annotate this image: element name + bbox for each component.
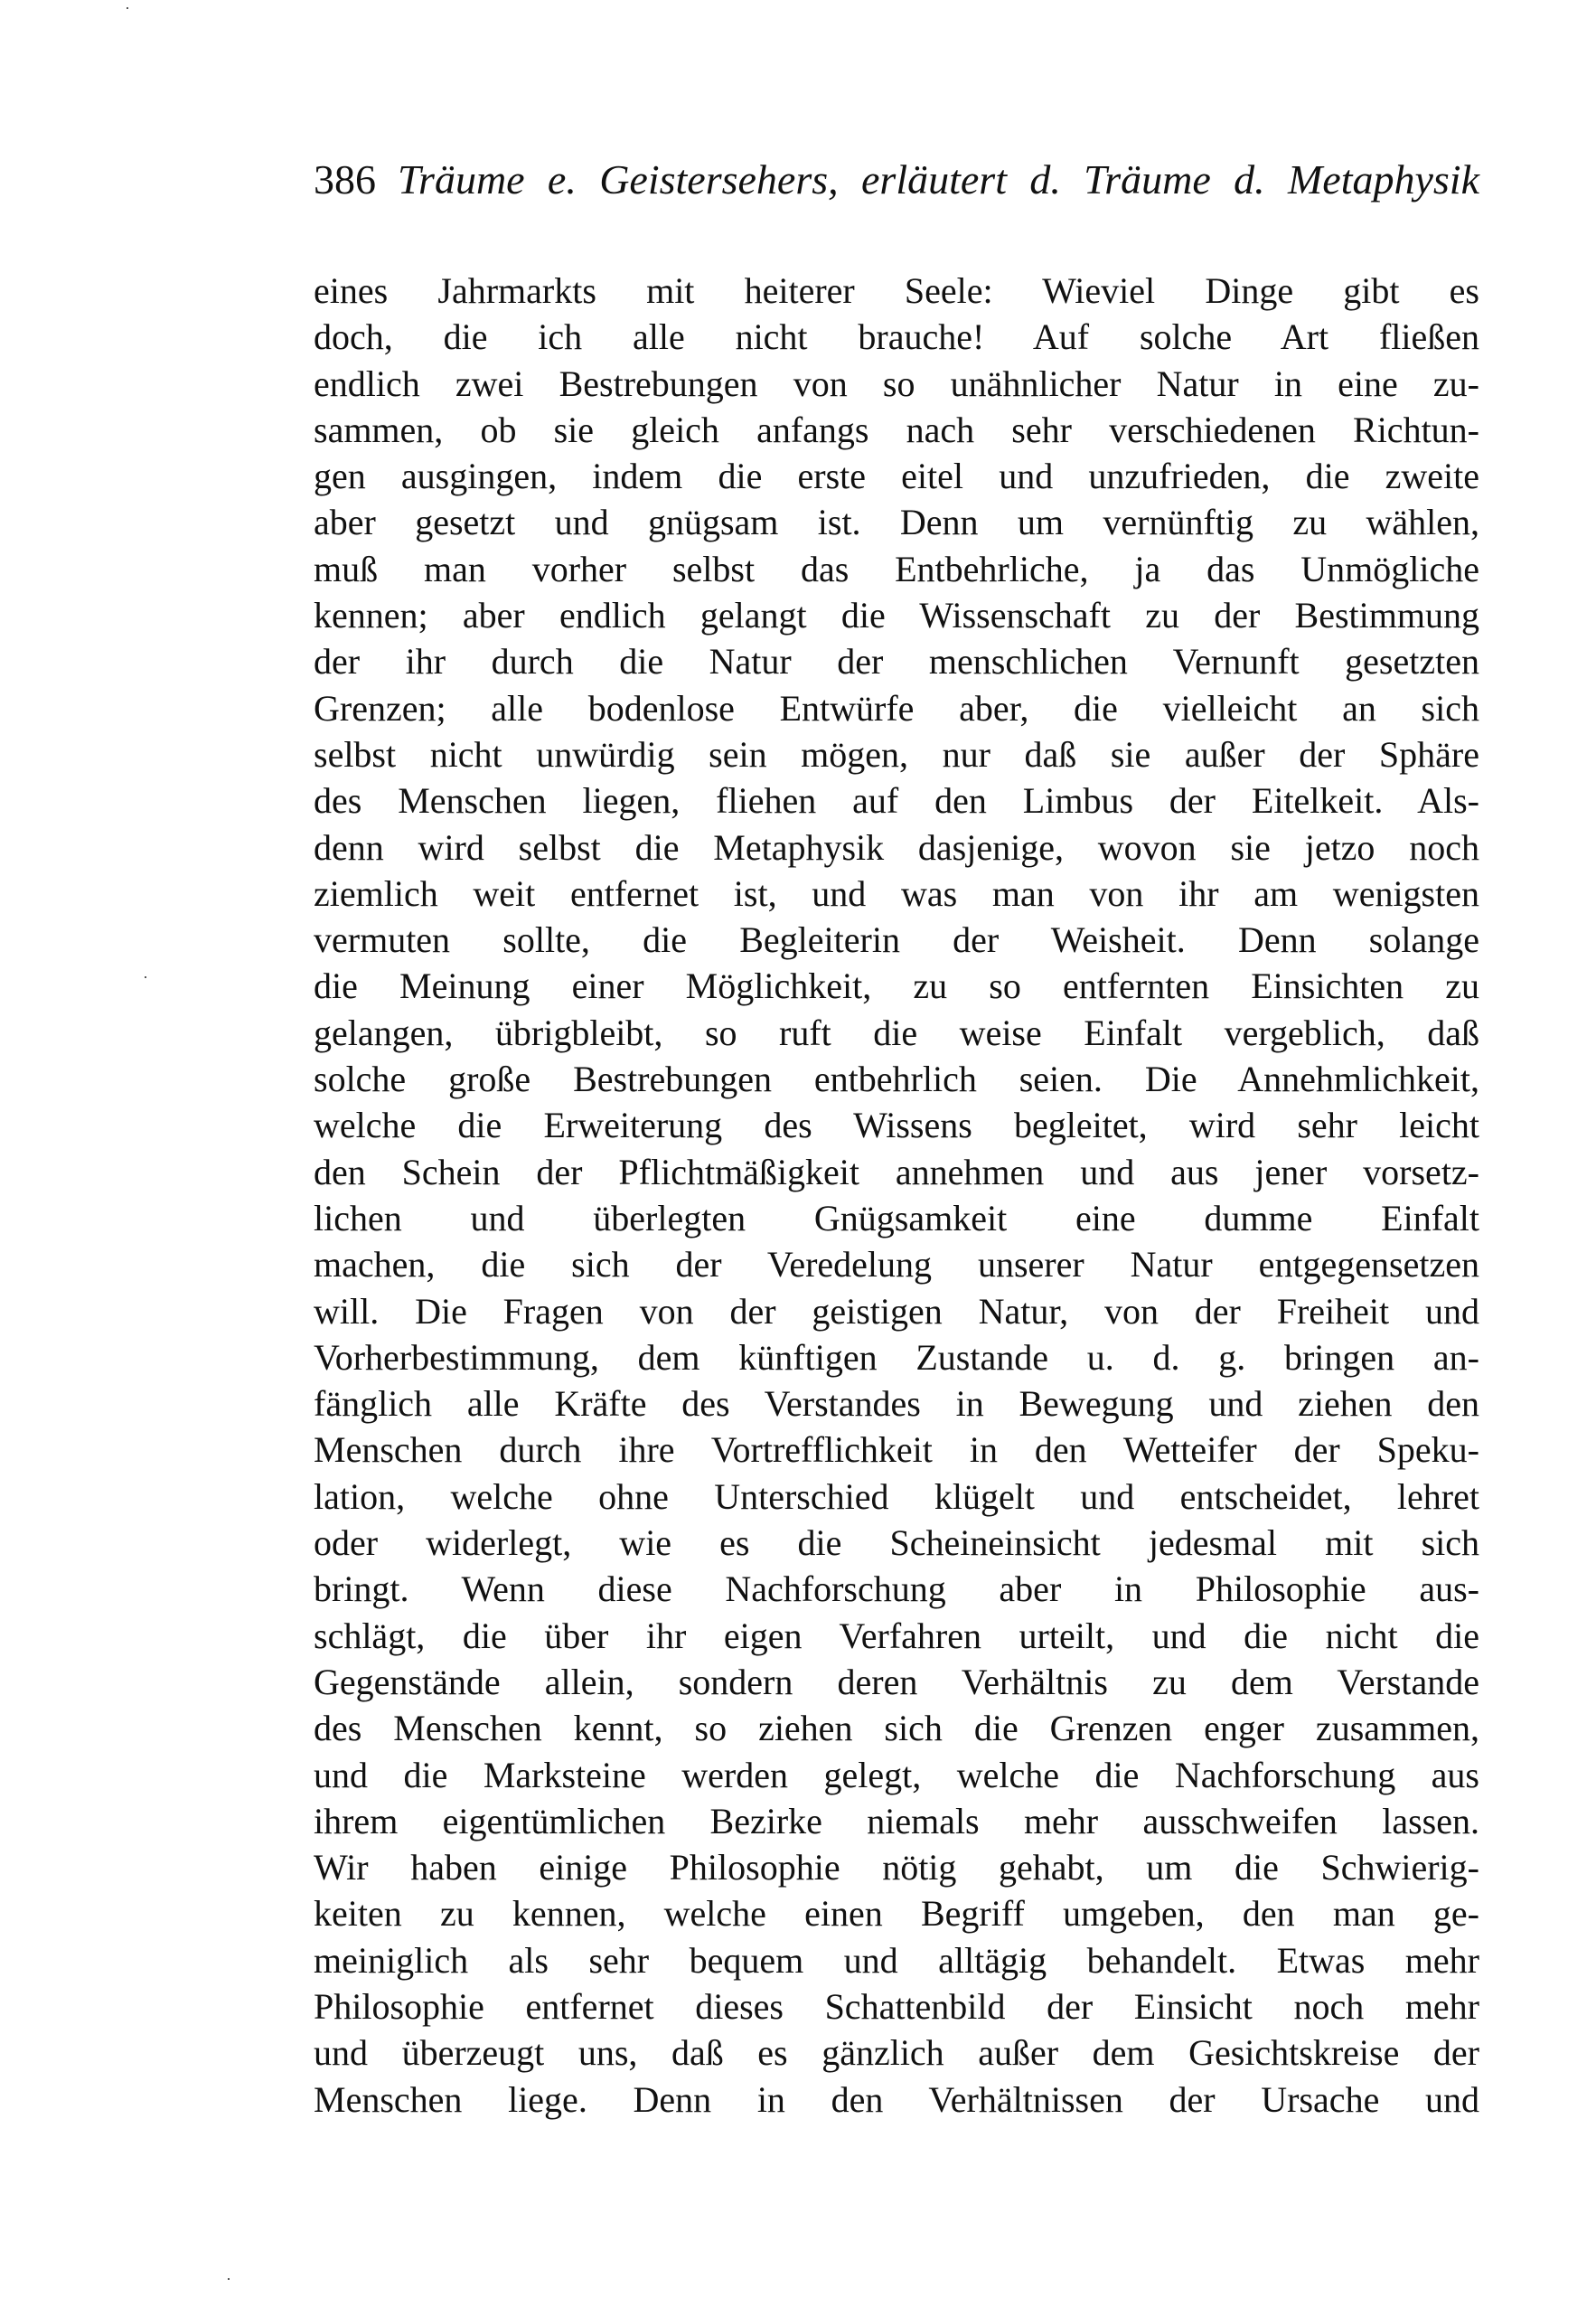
text-line: Vorherbestimmung, dem künftigen Zustande u. d. g. bringen an- — [314, 1336, 1479, 1378]
text-line: will. Die Fragen von der geistigen Natur, von der Freiheit und — [314, 1290, 1479, 1332]
text-line: Wir haben einige Philosophie nötig gehabt, um die Schwierig- — [314, 1847, 1479, 1888]
text-line: des Menschen liegen, fliehen auf den Limbus der Eitelkeit. Als- — [314, 780, 1479, 822]
text-line: eines Jahrmarkts mit heiterer Seele: Wieviel Dinge gibt es — [314, 270, 1479, 311]
text-line: selbst nicht unwürdig sein mögen, nur daß sie außer der Sphäre — [314, 733, 1479, 775]
text-line: muß man vorher selbst das Entbehrliche, ja das Unmögliche — [314, 548, 1479, 589]
text-line: oder widerlegt, wie es die Scheineinsicht jedesmal mit sich — [314, 1522, 1479, 1564]
scan-speck — [228, 2278, 230, 2280]
scan-speck — [127, 7, 128, 9]
text-line: sammen, ob sie gleich anfangs nach sehr verschiedenen Richtun- — [314, 409, 1479, 450]
text-line: kennen; aber endlich gelangt die Wissenschaft zu der Bestimmung — [314, 595, 1479, 636]
text-line: aber gesetzt und gnügsam ist. Denn um vernünftig zu wählen, — [314, 502, 1479, 543]
text-line: lichen und überlegten Gnügsamkeit eine dumme Einfalt — [314, 1197, 1479, 1238]
text-line: vermuten sollte, die Begleiterin der Weisheit. Denn solange — [314, 919, 1479, 961]
running-header — [314, 155, 1479, 203]
text-line: lation, welche ohne Unterschied klügelt und entscheidet, lehret — [314, 1475, 1479, 1517]
text-line: welche die Erweiterung des Wissens begleitet, wird sehr leicht — [314, 1105, 1479, 1146]
text-line: ziemlich weit entfernet ist, und was man von ihr am wenigsten — [314, 872, 1479, 914]
text-line: gen ausgingen, indem die erste eitel und unzufrieden, die zweite — [314, 456, 1479, 497]
text-line: bringt. Wenn diese Nachforschung aber in Philosophie aus- — [314, 1568, 1479, 1610]
text-line: die Meinung einer Möglichkeit, zu so entfernten Einsichten zu — [314, 965, 1479, 1007]
text-line: Menschen liege. Denn in den Verhältnissen der Ursache und — [314, 2078, 1479, 2120]
text-line: meiniglich als sehr bequem und alltägig behandelt. Etwas mehr — [314, 1939, 1479, 1981]
text-line: schlägt, die über ihr eigen Verfahren urteilt, und die nicht die — [314, 1615, 1479, 1656]
text-line: der ihr durch die Natur der menschlichen Vernunft gesetzten — [314, 641, 1479, 683]
text-line: endlich zwei Bestrebungen von so unähnlicher Natur in eine zu- — [314, 363, 1479, 404]
text-line: doch, die ich alle nicht brauche! Auf solche Art fließen — [314, 316, 1479, 358]
text-line: machen, die sich der Veredelung unserer Natur entgegensetzen — [314, 1244, 1479, 1286]
text-line: Philosophie entfernet dieses Schattenbild der Einsicht noch mehr — [314, 1985, 1479, 2027]
text-line: und die Marksteine werden gelegt, welche die Nachforschung aus — [314, 1754, 1479, 1795]
body-text — [314, 268, 1479, 2123]
text-line: des Menschen kennt, so ziehen sich die Grenzen enger zusammen, — [314, 1708, 1479, 1749]
text-line: fänglich alle Kräfte des Verstandes in Bewegung und ziehen den — [314, 1383, 1479, 1425]
text-line: Gegenstände allein, sondern deren Verhältnis zu dem Verstande — [314, 1661, 1479, 1702]
text-line: Grenzen; alle bodenlose Entwürfe aber, die vielleicht an sich — [314, 687, 1479, 729]
text-line: Menschen durch ihre Vortrefflichkeit in den Wetteifer der Speku- — [314, 1429, 1479, 1471]
page-number: 386 — [314, 156, 376, 202]
running-title: Träume e. Geistersehers, erläutert d. Träume d. Metaphysik — [398, 156, 1479, 202]
text-line: und überzeugt uns, daß es gänzlich außer dem Gesichtskreise der — [314, 2032, 1479, 2074]
text-line: ihrem eigentümlichen Bezirke niemals mehr ausschweifen lassen. — [314, 1800, 1479, 1841]
text-line: denn wird selbst die Metaphysik dasjenige, wovon sie jetzo noch — [314, 826, 1479, 868]
text-line: solche große Bestrebungen entbehrlich seien. Die Annehmlichkeit, — [314, 1059, 1479, 1100]
text-line: gelangen, übrigbleibt, so ruft die weise Einfalt vergeblich, daß — [314, 1012, 1479, 1053]
text-line: keiten zu kennen, welche einen Begriff umgeben, den man ge- — [314, 1893, 1479, 1935]
scan-speck — [145, 976, 146, 978]
text-line: den Schein der Pflichtmäßigkeit annehmen und aus jener vorsetz- — [314, 1151, 1479, 1192]
